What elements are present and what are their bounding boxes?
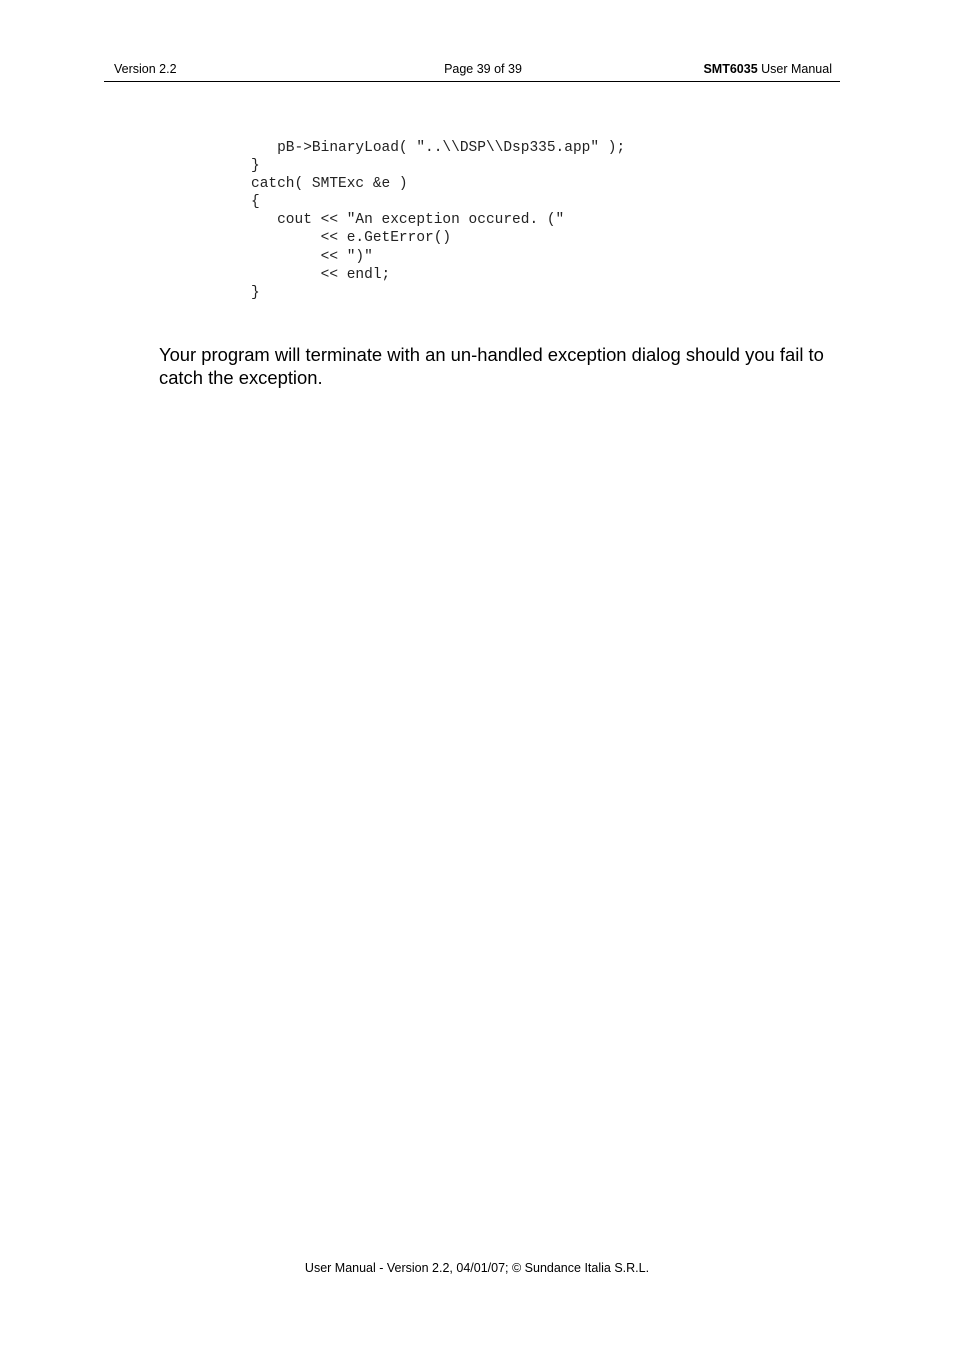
header-page-number: Page 39 of 39 xyxy=(444,62,522,76)
header-manual-label: User Manual xyxy=(757,62,832,76)
page-footer: User Manual - Version 2.2, 04/01/07; © Sundance Italia S.R.L. xyxy=(304,1261,650,1275)
header-product-name: SMT6035 xyxy=(703,62,758,76)
code-line: catch( SMTExc &e ) xyxy=(251,176,408,193)
code-listing xyxy=(251,139,625,302)
code-line: cout << "An exception occured. (" xyxy=(251,212,565,229)
code-line: << e.GetError() xyxy=(251,230,452,247)
code-line: pB->BinaryLoad( "..\\DSP\\Dsp335.app" ); xyxy=(251,140,626,156)
header-version: Version 2.2 xyxy=(114,62,177,76)
code-line: << endl; xyxy=(251,266,391,283)
code-line: } xyxy=(251,284,260,301)
code-line: } xyxy=(251,158,260,175)
header-document-title xyxy=(703,62,832,76)
code-line: { xyxy=(251,194,260,211)
body-paragraph: Your program will terminate with an un-handled exception dialog should you fail to catch the exception. xyxy=(159,344,824,388)
code-line: << ")" xyxy=(251,248,373,265)
page-header xyxy=(104,61,840,82)
